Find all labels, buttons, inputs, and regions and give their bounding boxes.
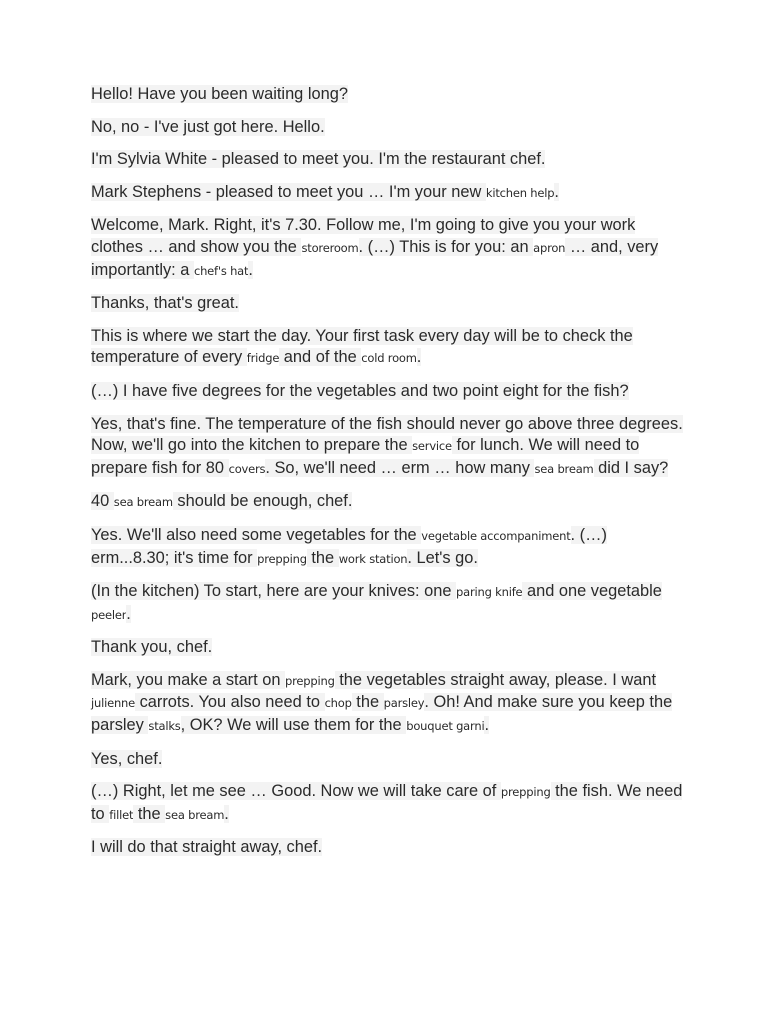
dialogue-segment: the fish. We need to <box>91 782 683 823</box>
dialogue-line <box>91 837 688 859</box>
dialogue-line <box>91 293 688 315</box>
dialogue-segment: . (…) This is for you: an <box>358 237 534 256</box>
dialogue-segment: Welcome, Mark. Right, it's 7.30. Follow me, I'm going to give you your work clothes … and show you the <box>91 216 636 256</box>
dialogue-segment: This is where we start the day. Your first task every day will be to check the temperature of every <box>91 326 633 367</box>
dialogue-segment: I'm Sylvia White - pleased to meet you. I'm the restaurant chef. <box>91 150 546 169</box>
vocabulary-term: cold room <box>361 351 417 366</box>
dialogue-segment: carrots. You also need to <box>135 693 325 712</box>
dialogue-segment: (…) I have five degrees for the vegetables and two point eight for the fish? <box>91 381 629 400</box>
dialogue-segment: . Let's go. <box>407 548 478 567</box>
dialogue-line <box>91 326 688 370</box>
vocabulary-term: julienne <box>91 696 136 711</box>
dialogue-segment: . (…) erm...8.30; it's time for <box>91 525 607 567</box>
dialogue-segment: . <box>554 182 559 201</box>
dialogue-segment: the <box>351 693 384 712</box>
dialogue-segment: Yes, chef. <box>91 749 163 768</box>
vocabulary-term: sea bream <box>534 461 594 476</box>
dialogue-segment: 40 <box>91 492 114 511</box>
dialogue-segment: for lunch. We will need to prepare fish for 80 <box>91 436 640 477</box>
dialogue-line <box>91 581 688 626</box>
vocabulary-term: peeler <box>91 607 127 622</box>
dialogue-segment: . <box>224 804 229 823</box>
vocabulary-term: sea bream <box>165 807 225 822</box>
dialogue-line <box>91 381 688 403</box>
dialogue-line <box>91 491 688 514</box>
dialogue-segment: (In the kitchen) To start, here are your knives: one <box>91 582 457 601</box>
dialogue-segment: the <box>133 804 166 823</box>
dialogue-segment: I will do that straight away, chef. <box>91 838 323 857</box>
dialogue-segment: . <box>416 348 422 367</box>
dialogue-line <box>91 781 688 826</box>
vocabulary-term: prepping <box>285 673 335 688</box>
dialogue-segment: , OK? We will use them for the <box>180 716 407 735</box>
dialogue-segment: the vegetables straight away, please. I want <box>334 670 656 689</box>
dialogue-line <box>91 117 688 139</box>
dialogue-line <box>91 182 688 205</box>
dialogue-segment: and one vegetable <box>522 582 662 601</box>
dialogue-segment: should be enough, chef. <box>172 492 353 511</box>
vocabulary-term: parsley <box>383 696 425 711</box>
dialogue-segment: Hello! Have you been waiting long? <box>91 85 348 103</box>
dialogue-segment: No, no - I've just got here. Hello. <box>91 117 325 136</box>
vocabulary-term: storeroom <box>301 240 359 255</box>
dialogue-line <box>91 670 688 738</box>
dialogue-segment: did I say? <box>593 458 669 477</box>
dialogue-segment: the <box>306 548 339 567</box>
dialogue-line <box>91 215 688 282</box>
dialogue-segment: Yes, that's fine. The temperature of the fish should never go above three degrees. Now, we'll go into the kitchen to prepare the <box>91 414 683 455</box>
vocabulary-term: fridge <box>246 351 280 366</box>
vocabulary-term: prepping <box>500 785 551 800</box>
vocabulary-term: service <box>412 439 452 454</box>
dialogue-segment: . So, we'll need … erm … how many <box>265 458 535 477</box>
dialogue-line <box>91 749 688 771</box>
dialogue-segment: … and, very importantly: a <box>91 237 659 279</box>
vocabulary-term: stalks <box>148 719 181 734</box>
dialogue-line <box>91 414 688 481</box>
vocabulary-term: apron <box>533 240 566 255</box>
dialogue-line <box>91 149 688 171</box>
vocabulary-term: work station <box>338 551 408 566</box>
vocabulary-term: covers <box>228 461 266 476</box>
vocabulary-term: bouquet garni <box>406 719 485 734</box>
vocabulary-term: kitchen help <box>485 185 555 200</box>
dialogue-segment: and of the <box>279 348 362 367</box>
dialogue-segment: (…) Right, let me see … Good. Now we will take care of <box>91 782 501 801</box>
dialogue-segment: . Oh! And make sure you keep the parsley <box>91 693 673 735</box>
vocabulary-term: chop <box>324 696 352 711</box>
vocabulary-term: sea bream <box>113 495 173 510</box>
vocabulary-term: vegetable accompaniment <box>421 528 571 543</box>
dialogue-segment: . <box>484 716 490 735</box>
vocabulary-term: paring knife <box>456 585 523 600</box>
vocabulary-term: fillet <box>109 807 134 822</box>
vocabulary-term: prepping <box>257 551 307 566</box>
dialogue-segment: Mark Stephens - pleased to meet you … I'm your new <box>91 182 486 201</box>
dialogue-segment: . <box>126 604 131 623</box>
dialogue-line <box>91 84 688 106</box>
dialogue-line <box>91 525 688 570</box>
dialogue-segment: Thanks, that's great. <box>91 294 239 313</box>
vocabulary-term: chef's hat <box>193 263 249 278</box>
dialogue-segment: Thank you, chef. <box>91 638 213 657</box>
dialogue-segment: . <box>248 260 253 279</box>
dialogue-line <box>91 637 688 659</box>
dialogue-text <box>91 84 688 859</box>
dialogue-segment: Yes. We'll also need some vegetables for the <box>91 525 422 544</box>
dialogue-segment: Mark, you make a start on <box>91 670 286 689</box>
